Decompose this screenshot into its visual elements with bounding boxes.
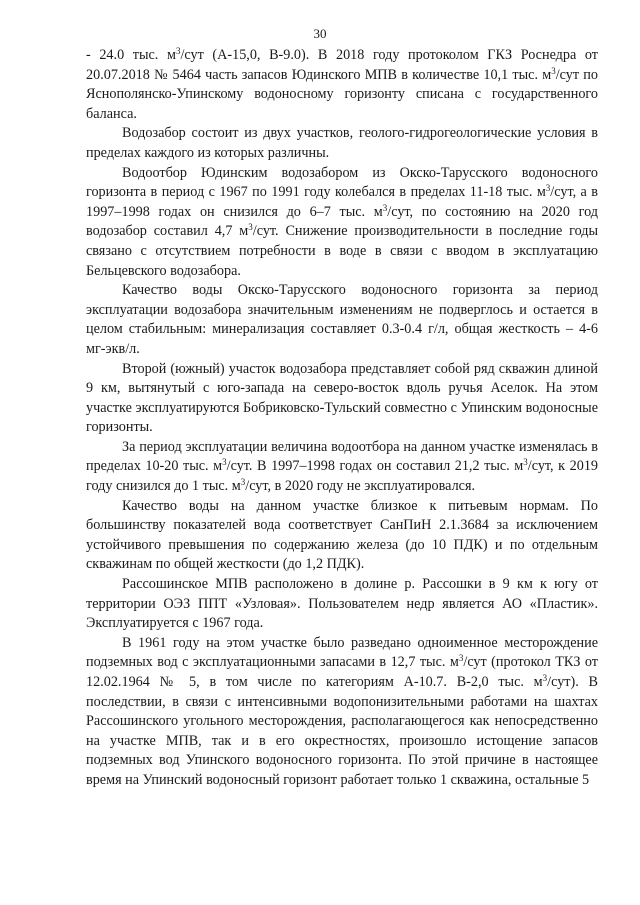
paragraph: Водозабор состоит из двух участков, геолого-гидрогеологические условия в пределах каждого из которых различны. <box>86 125 598 161</box>
paragraph: В 1961 году на этом участке было разведано одноименное месторождение подземных вод с эксплуатационными запасами в 12,7 тыс. $м^3$/сут (протокол ТКЗ от 12.02.1964 № 5, в том числе по категориям А-10.7. В-2,0 тыс. $м^3/сут$). В последствии, в связи с интенсивными водопонизительными работами на шахтах Рассошинского угольного месторождения, располагающегося как непосредственно на участке МПВ, так и в его окрестностях, произошло истощение запасов подземных вод Упинского водоносного горизонта. По этой причине в настоящее время на Упинский водоносный горизонт работает только 1 скважина, остальные 5 <box>86 634 598 788</box>
superscript: 3 <box>240 477 246 488</box>
superscript: 3 <box>551 65 556 76</box>
superscript: 3 <box>222 457 227 468</box>
superscript: 3 <box>523 457 528 468</box>
superscript: 3 <box>458 653 464 664</box>
superscript: 3 <box>175 46 181 56</box>
paragraph: - 24.0 тыс. $м^3$/сут (А-15,0, В-9.0). В 2018 году протоколом ГКЗ Роснедра от 20.07.2018 № 5464 часть запасов Юдинского МПВ в количестве 10,1 тыс. $м^3$/сут по Яснополянско-Упинскому водоносному горизонту списана с государственного баланса. <box>86 46 599 122</box>
paragraph: Качество воды Окско-Тарусского водоносного горизонта за период эксплуатации водозабора значительным изменениям не подверглось и остается в целом стабильным: минерализация составляет 0.3-0.4 г/л, общая жесткость – 4-6 мг-экв/л. <box>86 282 598 357</box>
paragraph: Качество воды на данном участке близкое к питьевым нормам. По большинству показателей вода соответствует СанПиН 2.1.3684 за исключением устойчивого превышения по содержанию железа (до 10 ПДК) и по отдельным скважинам по общей жесткости (до 1,2 ПДК). <box>86 497 598 573</box>
page-number: 30 <box>313 26 327 41</box>
superscript: 3 <box>542 673 548 683</box>
paragraph: Второй (южный) участок водозабора представляет собой ряд скважин длиной 9 км, вытянутый с юго-запада на северо-восток вдоль ручья Аселок. На этом участке эксплуатируются Бобриковско-Тульский совместно с Упинским водоносные горизонты. <box>86 360 598 436</box>
paragraph: Рассошинское МПВ расположено в долине р. Рассошки в 9 км к югу от территории ОЭЗ ППТ «Узловая». Пользователем недр является АО «Пластик». Эксплуатируется с 1967 года. <box>86 576 598 632</box>
superscript: 3 <box>248 222 253 233</box>
paragraph: За период эксплуатации величина водоотбора на данном участке изменялась в пределах 10-20 тыс. $м^3$/сут. В 1997–1998 годах он составил 21,2 тыс. $м^3$/сут, к 2019 году снизился до 1 тыс. $м^3$/сут, в 2020 году не эксплуатировался. <box>86 438 599 495</box>
superscript: 3 <box>545 183 551 194</box>
paragraph: Водоотбор Юдинским водозабором из Окско-Тарусского водоносного горизонта в период с 1967 по 1991 году колебался в пределах 11-18 тыс. $м^3$/сут, а в 1997–1998 годах он снизился до 6–7 тыс. $м^3$/сут, по состоянию на 2020 год водозабор составил 4,7 $м^3$/сут. Снижение производительности в последние годы связано с отсутствием потребности в воде в связи с вводом в эксплуатацию Бельцевского водозабора. <box>86 164 599 279</box>
body-text <box>86 46 598 791</box>
superscript: 3 <box>382 202 388 213</box>
